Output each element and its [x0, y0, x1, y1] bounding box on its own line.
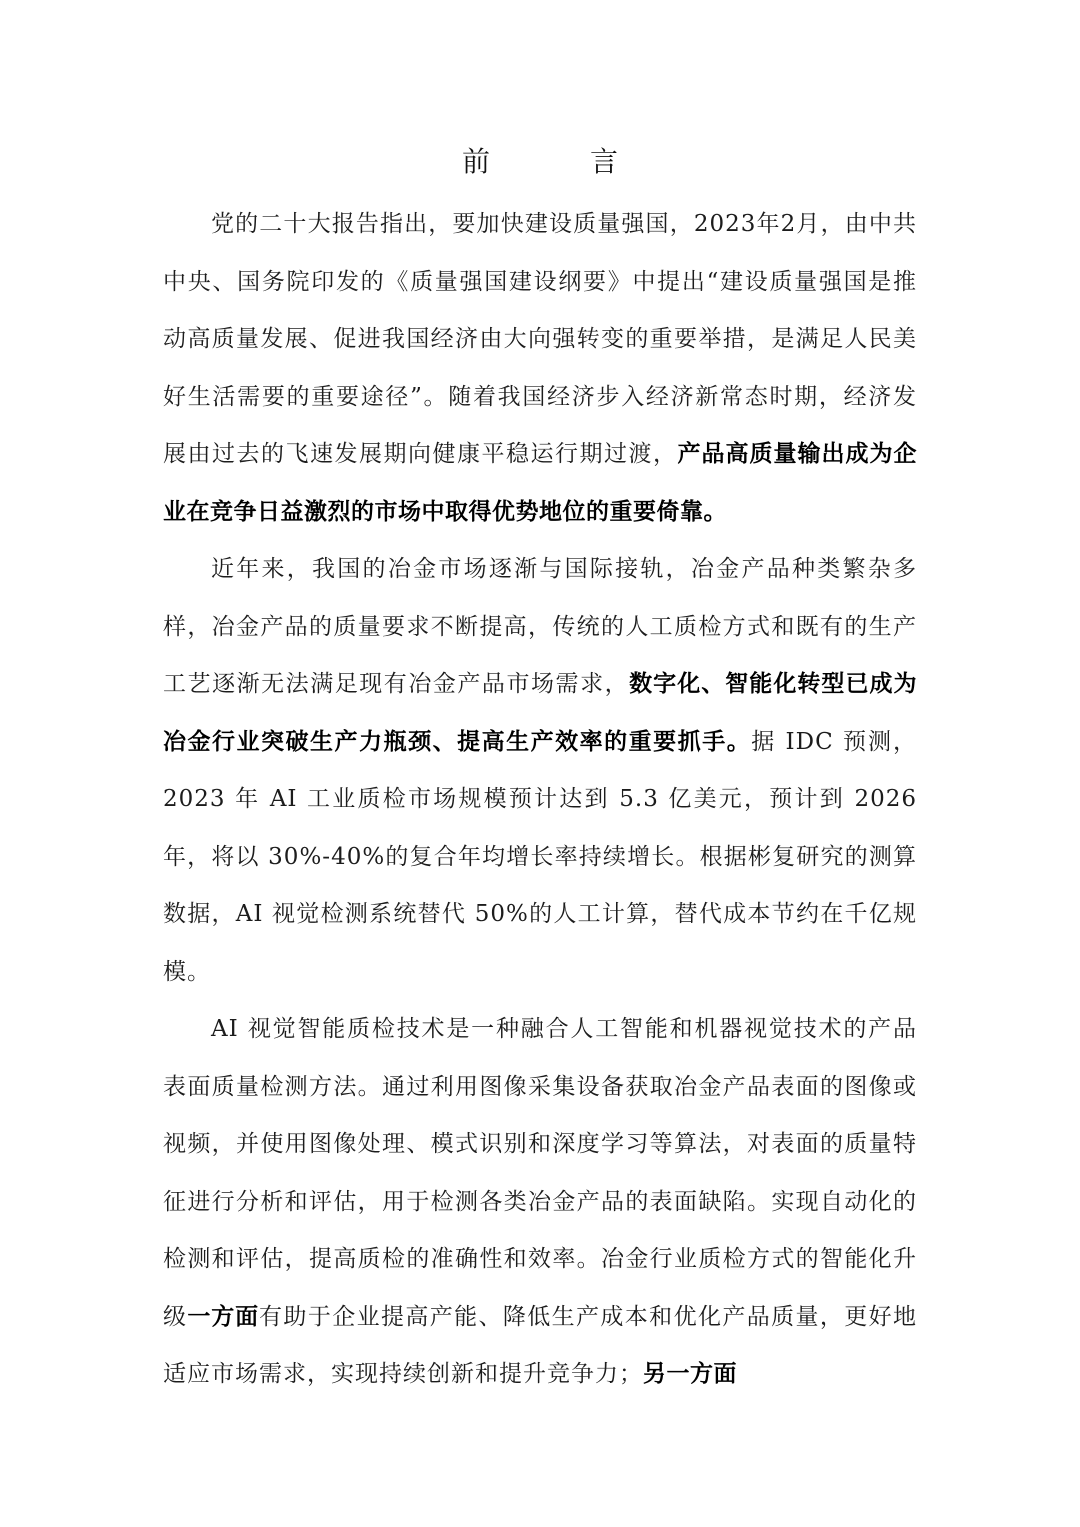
paragraph-3-emphasis-2: 另一方面: [643, 1361, 737, 1387]
paragraph-3-emphasis-1: 一方面: [187, 1303, 260, 1330]
page-title: 前 言: [461, 145, 654, 178]
paragraph-3-text-2: 有助于企业提高产能、降低生产成本和优化产品质量，更好地适应市场需求，实现持续创新和提升竞争力；: [163, 1303, 918, 1387]
paragraph-1-emphasis-1: 产品高质量输出成为企业在竞争日益激烈的市场中取得优势地位的重要倚靠。: [163, 441, 917, 525]
paragraph-3: [163, 1001, 917, 1404]
paragraph-1-text-1: 党的二十大报告指出，要加快建设质量强国，2023年2月，由中共中央、国务院印发的《质量强国建设纲要》中提出“建设质量强国是推动高质量发展、促进我国经济由大向强转变的重要举措，是满足人民美好生活需要的重要途径”。随着我国经济步入经济新常态时期，经济发展由过去的飞速发展期向健康平稳运行期过渡，: [163, 211, 917, 467]
paragraph-2-emphasis-1: 数字化、智能化转型已成为冶金行业突破生产力瓶颈、提高生产效率的重要抓手。: [163, 671, 918, 755]
paragraph-2: [163, 541, 917, 1001]
body-text: [163, 196, 917, 1404]
paragraph-1: [163, 196, 917, 541]
paragraph-2-text-2: 据 IDC 预测，2023 年 AI 工业质检市场规模预计达到 5.3 亿美元，预计到 2026 年，将以 30%-40%的复合年均增长率持续增长。根据彬复研究的测算数据，AI 视觉检测系统替代 50%的人工计算，替代成本节约在千亿规模。: [163, 728, 918, 985]
paragraph-2-text-1: 近年来，我国的冶金市场逐渐与国际接轨，冶金产品种类繁杂多样，冶金产品的质量要求不断提高，传统的人工质检方式和既有的生产工艺逐渐无法满足现有冶金产品市场需求，: [163, 556, 917, 697]
paragraph-3-text-1: AI 视觉智能质检技术是一种融合人工智能和机器视觉技术的产品表面质量检测方法。通过利用图像采集设备获取冶金产品表面的图像或视频，并使用图像处理、模式识别和深度学习等算法，对表面的质量特征进行分析和评估，用于检测各类冶金产品的表面缺陷。实现自动化的检测和评估，提高质检的准确性和效率。冶金行业质检方式的智能化升级: [163, 1016, 917, 1330]
